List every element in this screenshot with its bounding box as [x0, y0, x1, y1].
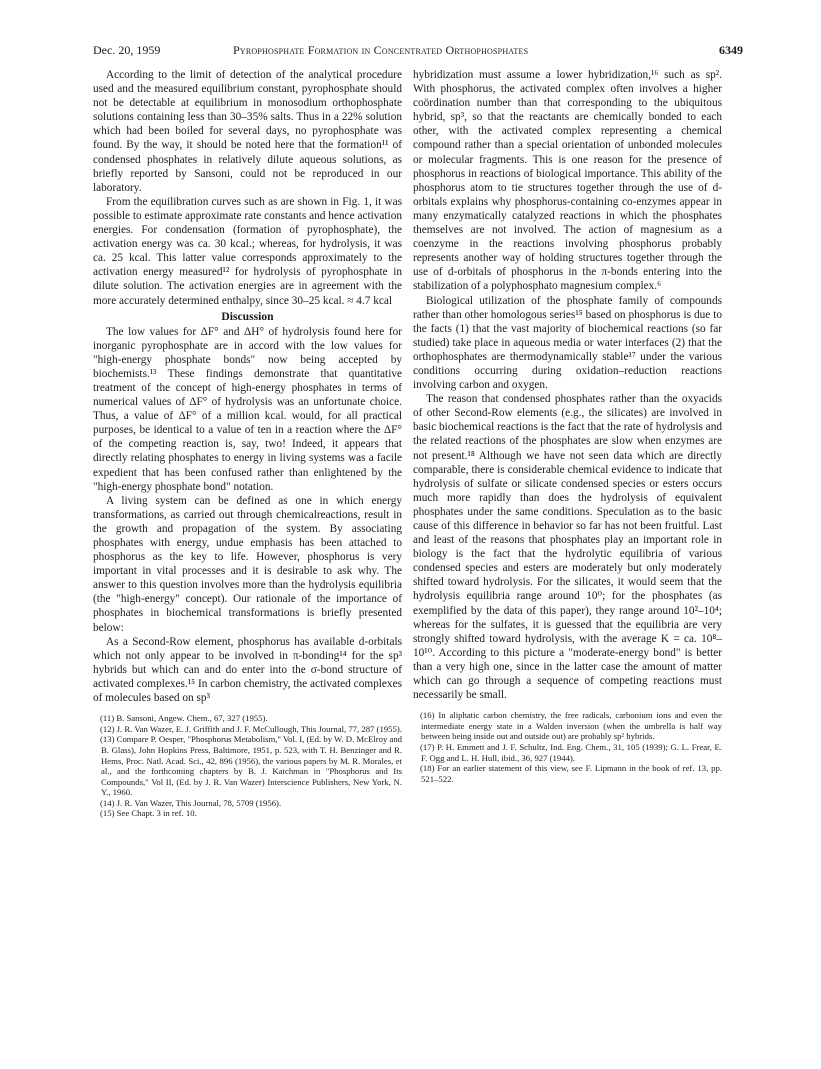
paragraph: From the equilibration curves such as are shown in Fig. 1, it was possible to estimate approximate rate constants and hence activation energies. For condensation (formation of pyrophosphate), the activation energy was ca. 30 kcal.; whereas, for hydrolysis, it was ca. 25 kcal. This latter value corresponds approximately to the activation energy measured¹² for hydrolysis of pyrophosphate in dilute solution. The activation energies are in agreement with the more accurately determined enthalpy, since 30–25 kcal. ≈ 4.7 kcal — [93, 195, 402, 307]
running-head — [93, 42, 743, 58]
footnote: (18) For an earlier statement of this view, see F. Lipmann in the book of ref. 13, pp. 521–522. — [420, 763, 722, 784]
footnote: (13) Compare P. Oesper, "Phosphorus Metabolism," Vol. I, (Ed. by W. D. McElroy and B. Glass), John Hopkins Press, Baltimore, 1951, p. 523, with T. H. Benzinger and R. Hems, Proc. Natl. Acad. Sci., 42, 896 (1956), the various papers by M. R. Morales, et al., and the forthcoming chapters by B. J. Katchman in "Phosphorus and Its Compounds," Vol II, (Ed. by J. R. Van Wazer) Interscience Publishers, New York, N. Y., 1960. — [100, 734, 403, 798]
paragraph: The low values for ΔF° and ΔH° of hydrolysis found here for inorganic pyrophosphate are in accord with the low values for "high-energy phosphate bonds" now being accepted by biochemists.¹³ These findings demonstrate that quantitative treatment of the concept of high-energy phosphates in terms of numerical values of ΔF° of hydrolysis was an unfortunate choice. Thus, a value of ΔF° of a million kcal. would, for all practical purposes, be identical to a value of ten in a reaction where the ΔF° of the competing reaction is, say, two! Indeed, it appears that directly relating phosphates to energy in living systems was a facile expedient that has been confused rather than enlightened by the "high-energy phosphate bond" notation. — [93, 325, 402, 493]
running-title: Pyrophosphate Formation in Concentrated Orthophosphates — [233, 43, 529, 57]
footnote: (14) J. R. Van Wazer, This Journal, 78, 5709 (1956). — [100, 797, 282, 808]
footnote: (16) In aliphatic carbon chemistry, the free radicals, carbonium ions and even the intermediate energy state in a Walden inversion (when the umbrella is half way between being inside out and outside out) are probably sp² hybrids. — [420, 710, 722, 742]
paragraph: According to the limit of detection of the analytical procedure used and the measured equilibrium constant, pyrophosphate should not be detectable at equilibrium in monosodium orthophosphate solutions containing less than 30–35% salts. Thus in a 22% solution which had been boiled for several days, no pyrophosphate was found. By the way, it should be noted here that the formation¹¹ of condensed phosphates in relatively dilute aqueous solutions, as briefly reported by Sansoni, could not be reproduced in our laboratory. — [93, 69, 402, 194]
paragraph: Biological utilization of the phosphate family of compounds rather than other homologous series¹⁵ based on phosphorus is due to the facts (1) that the vast majority of biochemical reactions (so far studied) take place in aqueous media or water interfaces (2) that the orthophosphates are thermodynamically stable¹⁷ under the various conditions occurring during oxidation–reduction reactions involving carbon and oxygen. — [413, 294, 722, 392]
footnotes — [413, 710, 722, 784]
footnote: (11) B. Sansoni, Angew. Chem., 67, 327 (1955). — [100, 713, 268, 724]
right-column — [413, 68, 722, 784]
paragraph: The reason that condensed phosphates rather than the oxyacids of other Second-Row elements (e.g., the silicates) are involved in basic biochemical reactions is the fact that the rate of hydrolysis and the related reactions of the phosphates are slow when enzymes are not present.¹⁸ Although we have not seen data which are directly comparable, there is considerable chemical evidence to indicate that hydrolysis of sulfate or silicate condensed species or esters occurs much more rapidly than does the hydrolysis of equivalent phosphates under the same conditions. Speculation as to the basic cause of this difference in behavior so far has not been fruitful. Last and least of the reasons that phosphates play an important role in biology is the fact that the hydrolytic equilibria of various condensed species and esters are moderately but only moderately shifted toward hydrolysis. For the silicates, it would seem that the hydrolysis equilibria range around 10⁰; for the phosphates (as exemplified by the data of this paper), they range around 10²–10⁴; whereas for the sulfates, it is guessed that the equilibria are very strongly shifted toward hydrolysis, with the average K = ca. 10⁸–10¹⁰. According to this picture a "moderate-energy bond" is better than a very high one, since in the latter case the amount of matter which can go through a sequence of competing reactions must necessarily be small. — [413, 393, 722, 702]
footnote: (15) See Chapt. 3 in ref. 10. — [100, 808, 197, 819]
footnote: (12) J. R. Van Wazer, E. J. Griffith and J. F. McCullough, This Journal, 77, 287 (1955). — [100, 723, 402, 734]
footnotes — [93, 713, 402, 819]
left-column — [93, 68, 402, 819]
paragraph: hybridization must assume a lower hybridization,¹⁶ such as sp². With phosphorus, the activated complex often involves a higher coördination number than that corresponding to the ubiquitous hybrid, sp³, so that the reactants are chemically bonded to each other, with the activated complex representing a chemical compound rather than a special orientation of unbonded molecules or molecular fragments. This is one reason for the presence of phosphorus in reactions of biological importance. This ability of the phosphorus atom to tie structures together through the use of d-orbitals explains why phosphorus-containing co-enzymes appear in many enzymatically catalyzed reactions in which the phosphates themselves are not involved. The action of magnesium as a coenzyme in the reactions involving phosphorus probably represents another way of holding structures together through the use of d-orbitals of phosphorus in the π-bonds entering into the stabilization of a polyphosphato magnesium complex.⁶ — [413, 69, 722, 293]
section-heading: Discussion — [221, 309, 274, 323]
paragraph: A living system can be defined as one in which energy transformations, as carried out through chemicalreactions, result in the growth and propagation of the system. By associating phosphates with energy, undue emphasis has been attached to phosphorus as the key to life. However, phosphorus is very important in vital processes and it is desirable to ask why. The answer to this question involves more than the hydrolysis equilibria (the "high-energy" concept). Our rationale of the importance of phosphates in biochemical transformations is briefly presented below: — [93, 494, 402, 634]
paragraph: As a Second-Row element, phosphorus has available d-orbitals which not only appear to be involved in π-bonding¹⁴ for the sp³ hybrids but which can and do enter into the σ-bond structure of activated complexes.¹⁵ In carbon chemistry, the activated complexes of molecules based on sp³ — [93, 635, 402, 705]
page-number: 6349 — [719, 43, 743, 57]
footnote: (17) P. H. Emmett and J. F. Schultz, Ind. Eng. Chem., 31, 105 (1939); G. L. Frear, E. F. Ogg and L. H. Hull, ibid., 36, 927 (1944). — [420, 742, 722, 763]
issue-date: Dec. 20, 1959 — [93, 43, 161, 57]
